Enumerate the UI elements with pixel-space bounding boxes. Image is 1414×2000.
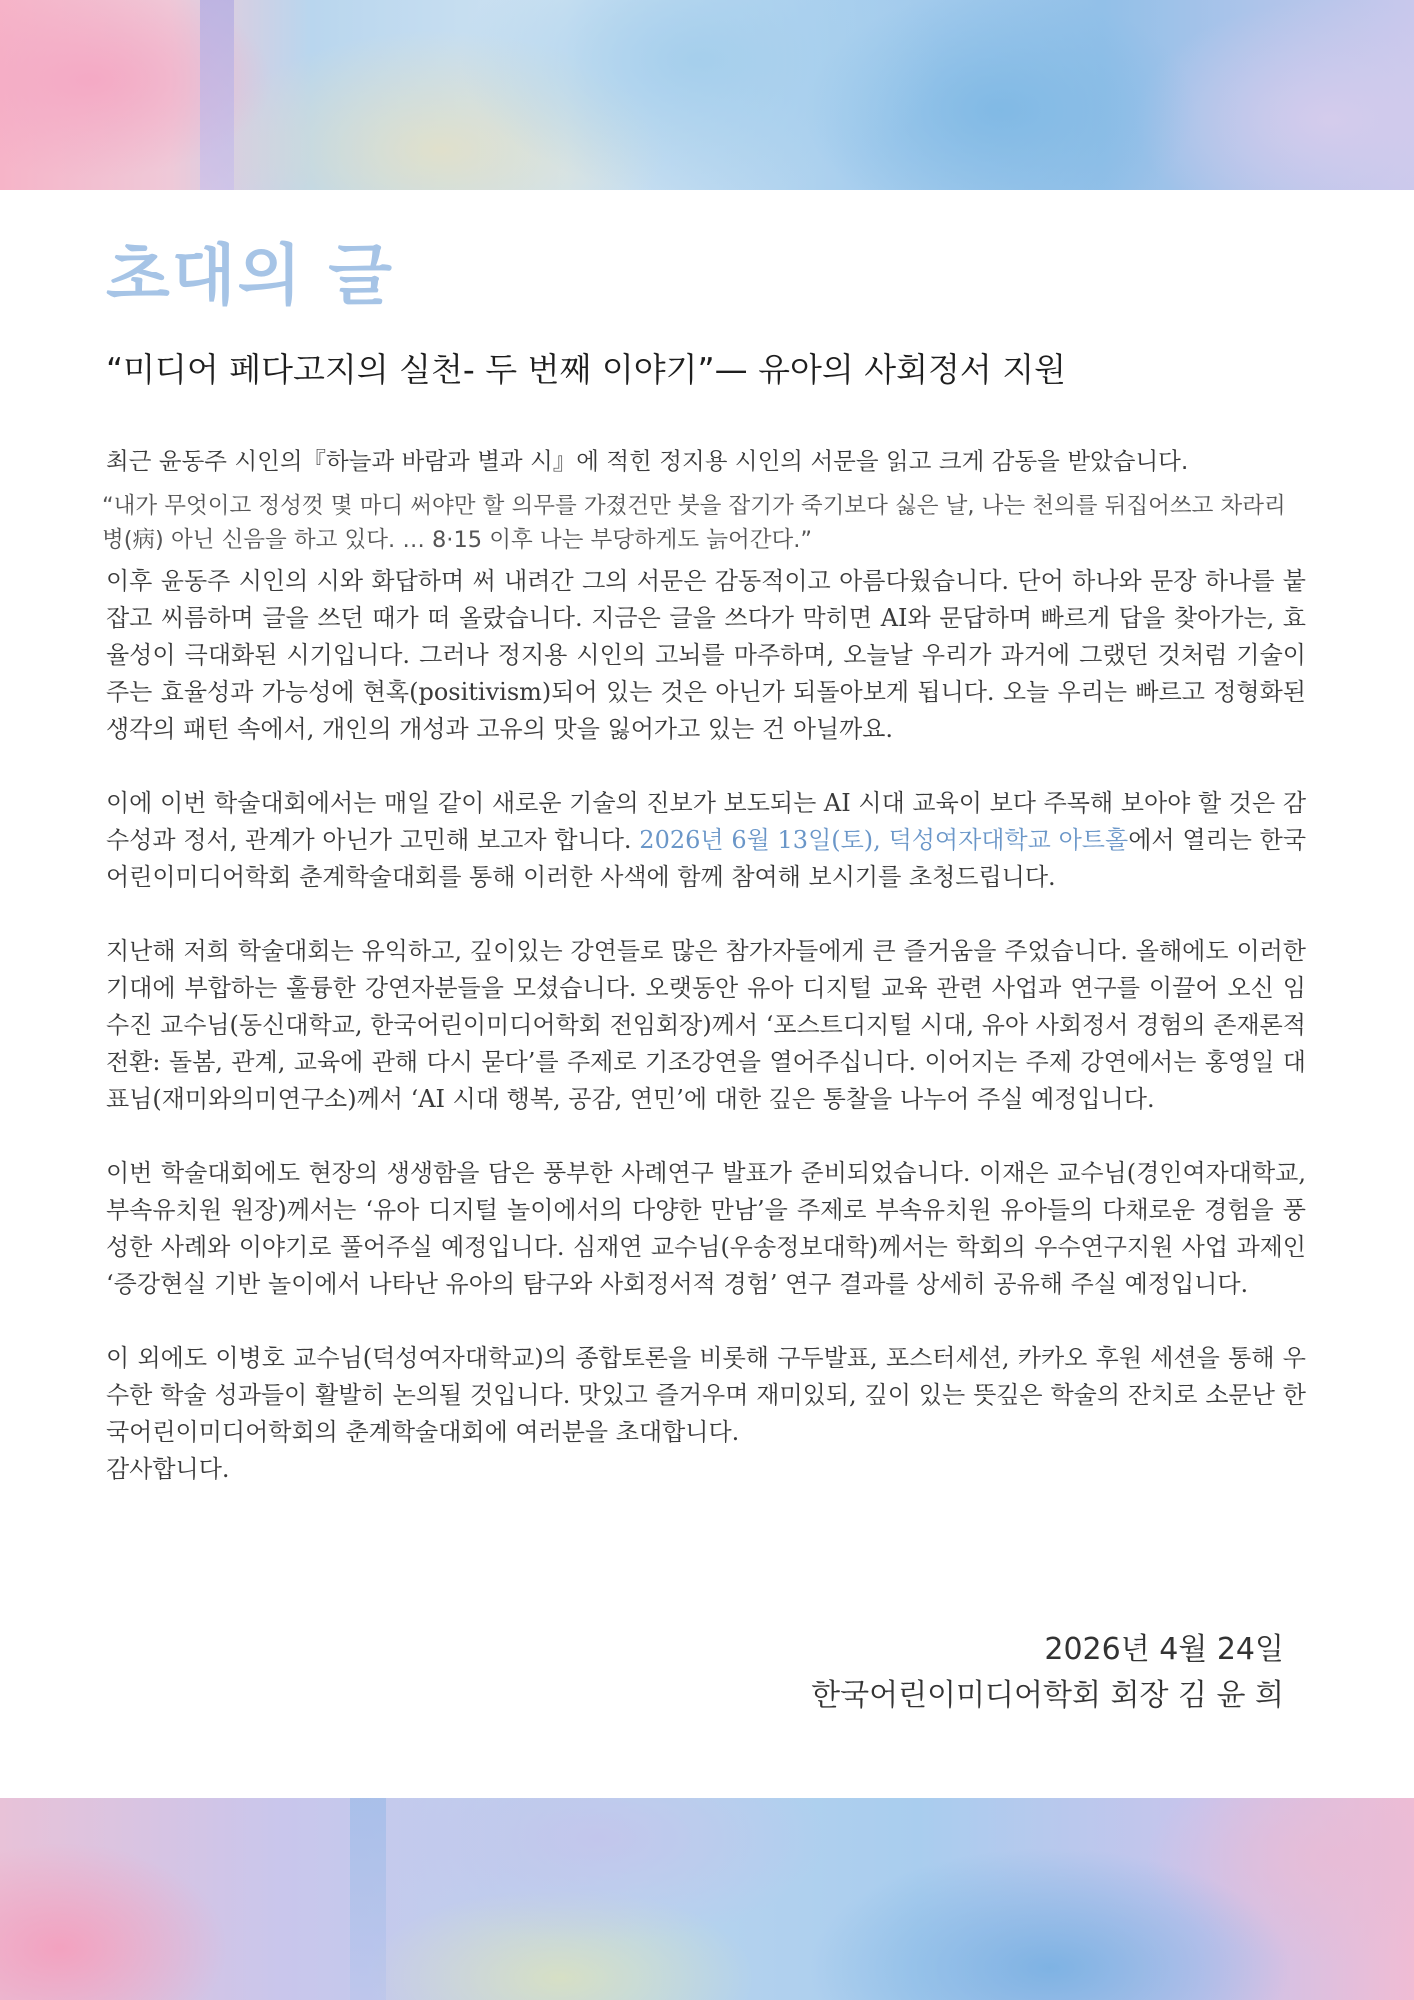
quoted-passage: “내가 무엇이고 정성껏 몇 마디 써야만 할 의무를 가졌건만 붓을 잡기가 죽기보다 싫은 날, 나는 천의를 뒤집어쓰고 차라리 병(病) 아닌 신음을 하고 있다. … 8·15 이후 나는 부당하게도 늙어간다.” — [102, 493, 1286, 554]
signature-block — [811, 1628, 1284, 1718]
paragraph-invitation — [106, 785, 1306, 896]
invitation-text-end: 에서 열리는 한국어린이미디어학회 춘계학술대회를 통해 이러한 사색에 함께 참여해 보시기를 초청드립니다. — [106, 826, 1307, 892]
paragraph-sessions: 이 외에도 이병호 교수님(덕성여자대학교)의 종합토론을 비롯해 구두발표, 포스터세션, 카카오 후원 세션을 통해 우수한 학술 성과들이 활발히 논의될 것입니다. 맛있고 즐거우며 재미있되, 깊이 있는 뜻깊은 학술의 잔치로 소문난 한국어린이미디어학회의 춘계학술대회에 여러분을 초대합니다. — [106, 1344, 1306, 1447]
paragraph-reflection: 이후 윤동주 시인의 시와 화답하며 써 내려간 그의 서문은 감동적이고 아름다웠습니다. 단어 하나와 문장 하나를 붙잡고 씨름하며 글을 쓰던 때가 떠 올랐습니다. 지금은 글을 쓰다가 막히면 AI와 문답하며 빠르게 답을 찾아가는, 효율성이 극대화된 시기입니다. 그러나 정지용 시인의 고뇌를 마주하며, 오늘날 우리가 과거에 그랬던 것처럼 기술이 주는 효율성과 가능성에 현혹(positivism)되어 있는 것은 아닌가 되돌아보게 됩니다. 오늘 우리는 빠르고 정형화된 생각의 패턴 속에서, 개인의 개성과 고유의 맛을 잃어가고 있는 건 아닐까요. — [106, 567, 1306, 744]
signature-name: 한국어린이미디어학회 회장 김 윤 희 — [811, 1678, 1284, 1713]
top-watercolor-banner — [0, 0, 1414, 190]
event-date-venue: 2026년 6월 13일(토), 덕성여자대학교 아트홀 — [639, 826, 1129, 855]
banner-stripe — [200, 0, 234, 190]
paragraph-keynote: 지난해 저희 학술대회는 유익하고, 깊이있는 강연들로 많은 참가자들에게 큰 즐거움을 주었습니다. 올해에도 이러한 기대에 부합하는 훌륭한 강연자분들을 모셨습니다. 오랫동안 유아 디지털 교육 관련 사업과 연구를 이끌어 오신 임수진 교수님(동신대학교, 한국어린이미디어학회 전임회장)께서 ‘포스트디지털 시대, 유아 사회정서 경험의 존재론적 전환: 돌봄, 관계, 교육에 관해 다시 묻다’를 주제로 기조강연을 열어주십니다. 이어지는 주제 강연에서는 홍영일 대표님(재미와의미연구소)께서 ‘AI 시대 행복, 공감, 연민’에 대한 깊은 통찰을 나누어 주실 예정입니다. — [106, 937, 1306, 1114]
closing-thanks: 감사합니다. — [106, 1455, 230, 1484]
intro-sentence: 최근 윤동주 시인의『하늘과 바람과 별과 시』에 적힌 정지용 시인의 서문을 읽고 크게 감동을 받았습니다. — [106, 447, 1189, 476]
paragraph-case-studies: 이번 학술대회에도 현장의 생생함을 담은 풍부한 사례연구 발표가 준비되었습니다. 이재은 교수님(경인여자대학교, 부속유치원 원장)께서는 ‘유아 디지털 놀이에서의 다양한 만남’을 주제로 부속유치원 유아들의 다채로운 경험을 풍성한 사례와 이야기로 풀어주실 예정입니다. 심재연 교수님(우송정보대학)께서는 학회의 우수연구지원 사업 과제인 ‘증강현실 기반 놀이에서 나타난 유아의 탐구와 사회정서적 경험’ 연구 결과를 상세히 공유해 주실 예정입니다. — [106, 1159, 1306, 1299]
letter-subtitle: “미디어 페다고지의 실천- 두 번째 이야기”— 유아의 사회정서 지원 — [106, 349, 1066, 389]
signature-date: 2026년 4월 24일 — [1044, 1632, 1284, 1667]
invitation-text-start: 이에 이번 학술대회에서는 매일 같이 새로운 기술의 진보가 보도되는 AI 시대 교육이 보다 주목해 보아야 할 것은 감수성과 정서, 관계가 아닌가 고민해 보고자 합니다. — [106, 789, 1306, 855]
page-title: 초대의 글 — [106, 237, 395, 314]
letter-content — [102, 237, 1307, 1488]
banner-stripe — [350, 1798, 386, 2000]
bottom-watercolor-banner — [0, 1798, 1414, 2000]
